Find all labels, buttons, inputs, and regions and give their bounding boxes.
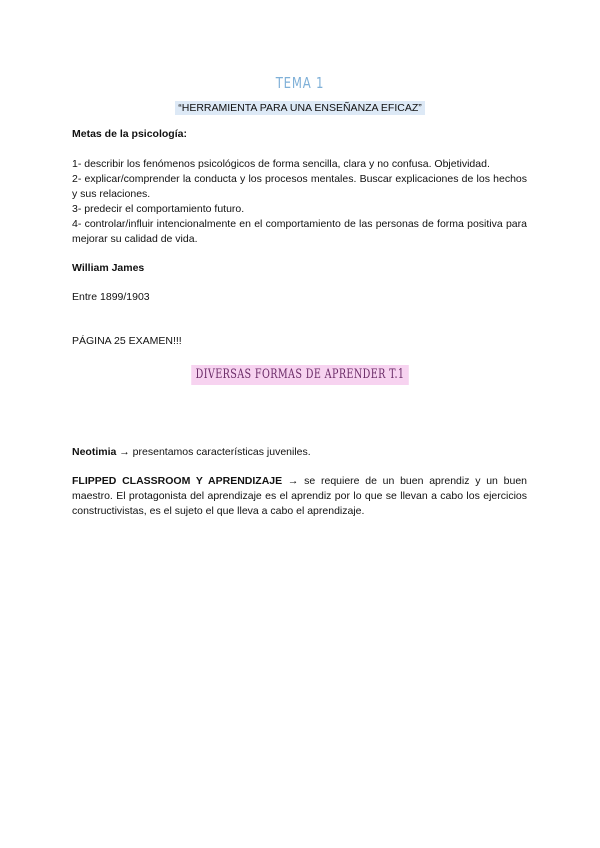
- neotimia-text: → presentamos características juveniles.: [116, 446, 311, 458]
- section2-row: [0, 365, 600, 385]
- goal-item-1: 1- describir los fenómenos psicológicos de forma sencilla, clara y no confusa. Objetividad.: [72, 158, 490, 170]
- goals-list: [72, 157, 527, 247]
- person-name: William James: [72, 262, 145, 274]
- flipped-paragraph: [72, 474, 527, 519]
- goals-heading: Metas de la psicología:: [72, 128, 187, 140]
- section2-title: DIVERSAS FORMAS DE APRENDER T.1: [191, 365, 409, 385]
- subtitle-row: [0, 98, 600, 116]
- flipped-text: → se requiere de un buen aprendiz y un buen maestro. El protagonista del aprendizaje es el aprendiz por lo que se llevan a cabo los ejercicios constructivistas, es el sujeto el que lleva a cabo el aprendizaje.: [72, 475, 527, 517]
- neotimia-term: Neotimia: [72, 446, 117, 458]
- page-title: TEMA 1: [275, 74, 325, 92]
- page-subtitle: “HERRAMIENTA PARA UNA ENSEÑANZA EFICAZ”: [175, 101, 424, 115]
- goal-item-2: 2- explicar/comprender la conducta y los procesos mentales. Buscar explicaciones de los hechos y sus relaciones.: [72, 173, 527, 200]
- person-dates: Entre 1899/1903: [72, 291, 150, 303]
- neotimia-paragraph: [72, 445, 527, 460]
- exam-note: PÁGINA 25 EXAMEN!!!: [72, 335, 182, 347]
- goal-item-3: 3- predecir el comportamiento futuro.: [72, 203, 245, 215]
- goal-item-4: 4- controlar/influir intencionalmente en el comportamiento de las personas de forma positiva para mejorar su calidad de vida.: [72, 218, 527, 245]
- flipped-term: FLIPPED CLASSROOM Y APRENDIZAJE: [72, 475, 283, 487]
